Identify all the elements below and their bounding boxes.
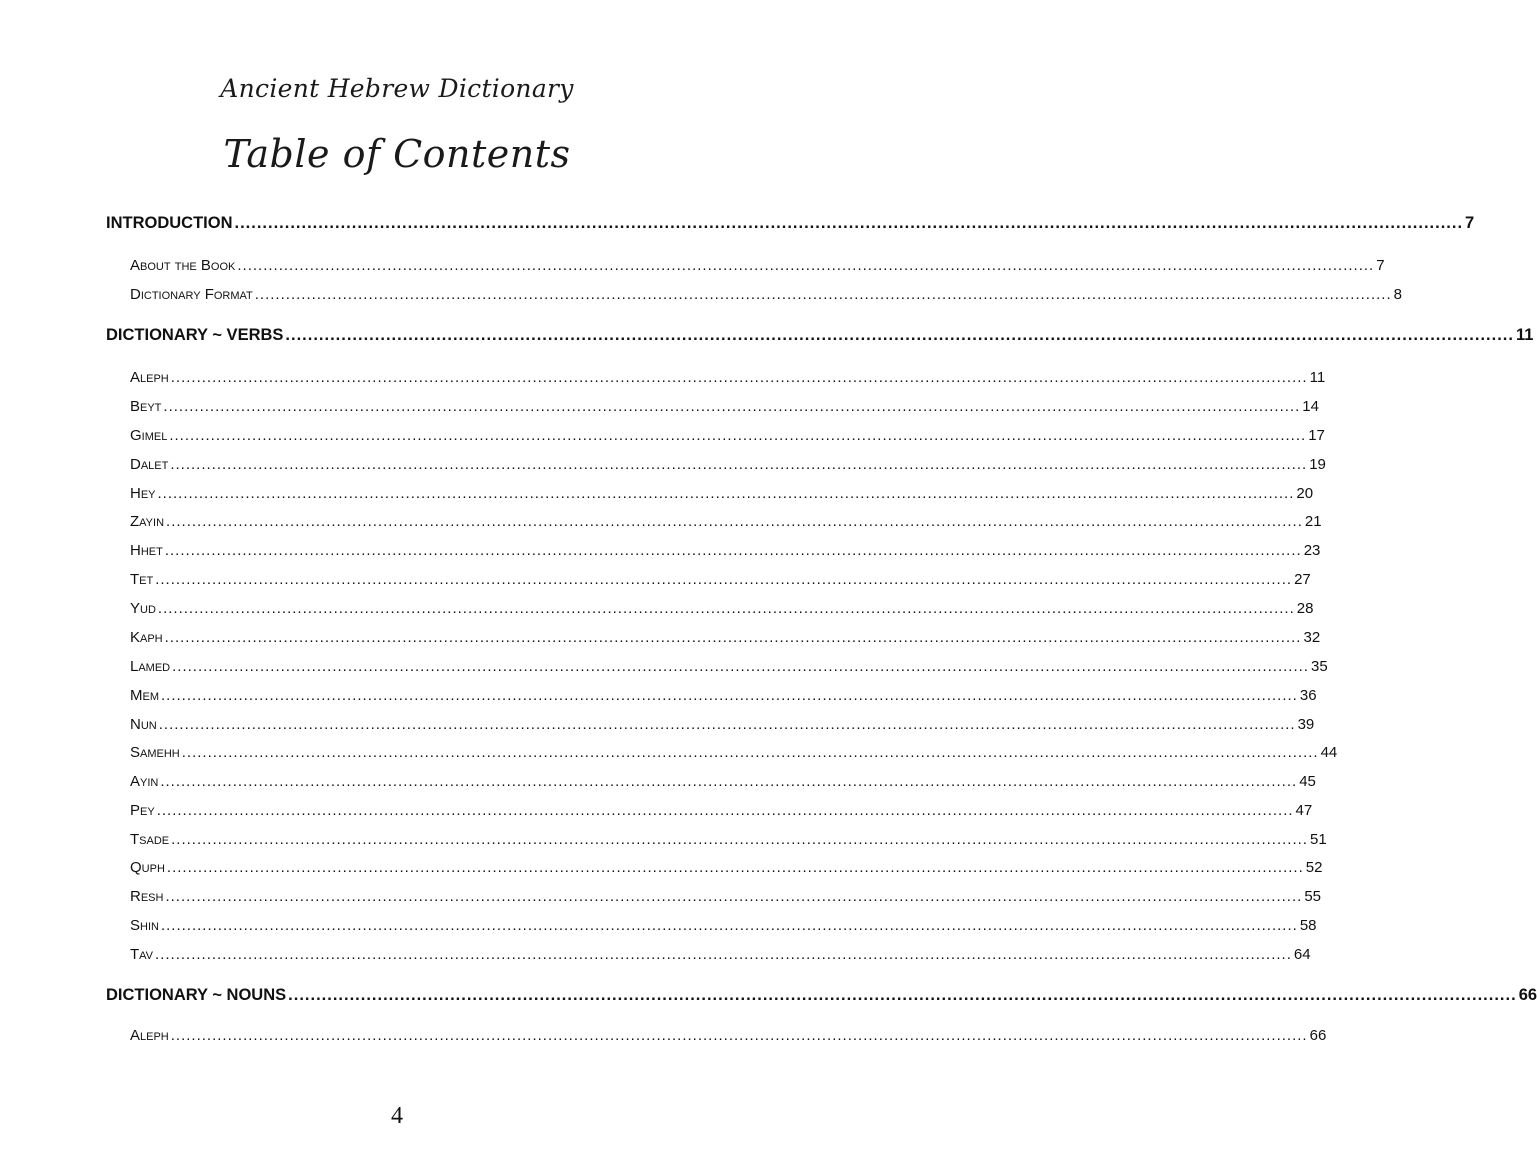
toc-label: Nun	[130, 716, 157, 733]
toc-label: Pey	[130, 802, 155, 819]
toc-label: Yud	[130, 600, 156, 617]
dot-leader: ............................................................................................................................................................................................................................	[158, 716, 1296, 733]
toc-page-number: 27	[1294, 571, 1311, 588]
dot-leader: ............................................................................................................................................................................................................................	[171, 831, 1308, 848]
toc-entry	[130, 513, 1322, 530]
toc-label: Resh	[130, 888, 164, 905]
toc-entry	[130, 286, 1402, 303]
toc-label: Beyt	[130, 398, 162, 415]
toc-page-number: 11	[1309, 369, 1326, 386]
toc-page-number: 55	[1304, 888, 1321, 905]
toc-label: Shin	[130, 917, 159, 934]
toc-entry	[130, 485, 1314, 502]
dot-leader: ............................................................................................................................................................................................................................	[160, 917, 1298, 934]
toc-entry	[130, 398, 1319, 415]
toc-label: Tav	[130, 946, 154, 963]
toc-entry	[130, 427, 1325, 444]
toc-entry	[130, 542, 1321, 559]
dot-leader: ............................................................................................................................................................................................................................	[166, 859, 1304, 876]
dot-leader: ............................................................................................................................................................................................................................	[169, 427, 1307, 444]
toc-section	[106, 986, 1537, 1005]
toc-entry	[130, 456, 1326, 473]
toc-entry	[130, 629, 1321, 646]
toc-label: Aleph	[130, 369, 169, 386]
toc-page-number: 8	[1393, 286, 1402, 303]
toc-page-number: 7	[1465, 214, 1475, 232]
toc-section	[106, 326, 1534, 345]
toc-page-number: 58	[1299, 917, 1317, 934]
toc-page-number: 11	[1515, 326, 1534, 344]
toc-page-number: 39	[1297, 716, 1315, 733]
toc-label: INTRODUCTION	[106, 214, 233, 232]
toc-page-number: 23	[1303, 542, 1321, 559]
dot-leader: ............................................................................................................................................................................................................................	[170, 369, 1308, 386]
toc-page-number: 21	[1304, 513, 1322, 530]
toc-page-number: 47	[1295, 802, 1313, 819]
dot-leader: ............................................................................................................................................................................................................................	[155, 946, 1292, 963]
toc-page-number: 28	[1296, 600, 1314, 617]
dot-leader: ............................................................................................................................................................................................................................	[170, 1027, 1308, 1044]
dot-leader: ............................................................................................................................................................................................................................	[166, 513, 1303, 530]
toc-page-number: 7	[1376, 257, 1385, 274]
book-title: Ancient Hebrew Dictionary	[220, 74, 574, 103]
toc-page-number: 45	[1299, 773, 1316, 790]
toc-entry	[130, 1027, 1327, 1044]
toc-page-number: 19	[1309, 456, 1326, 473]
dot-leader: ............................................................................................................................................................................................................................	[288, 986, 1517, 1004]
toc-label: Dalet	[130, 456, 169, 473]
toc-label: About the Book	[130, 257, 236, 274]
toc-page-number: 35	[1310, 658, 1328, 675]
dot-leader: ............................................................................................................................................................................................................................	[163, 398, 1301, 415]
dot-leader: ............................................................................................................................................................................................................................	[164, 542, 1302, 559]
dot-leader: ............................................................................................................................................................................................................................	[172, 658, 1309, 675]
toc-page-number: 32	[1303, 629, 1321, 646]
toc-entry	[130, 600, 1314, 617]
toc-page-number: 66	[1518, 986, 1537, 1004]
toc-label: Hhet	[130, 542, 163, 559]
toc-entry	[130, 716, 1315, 733]
toc-label: Zayin	[130, 513, 165, 530]
toc-entry	[130, 946, 1311, 963]
toc-label: Quph	[130, 859, 165, 876]
toc-label: Gimel	[130, 427, 168, 444]
toc-label: Mem	[130, 687, 159, 704]
toc-page-number: 14	[1302, 398, 1319, 415]
toc-title: Table of Contents	[223, 132, 571, 176]
toc-label: Aleph	[130, 1027, 169, 1044]
toc-page-number: 52	[1305, 859, 1323, 876]
dot-leader: ............................................................................................................................................................................................................................	[170, 456, 1308, 473]
dot-leader: ............................................................................................................................................................................................................................	[157, 485, 1295, 502]
toc-entry	[130, 802, 1313, 819]
dot-leader: ............................................................................................................................................................................................................................	[155, 571, 1293, 588]
dot-leader: ............................................................................................................................................................................................................................	[254, 286, 1392, 303]
toc-label: DICTIONARY ~ VERBS	[106, 326, 284, 344]
toc-page-number: 44	[1320, 744, 1338, 761]
toc-label: Tsade	[130, 831, 170, 848]
toc-page-number: 64	[1293, 946, 1311, 963]
dot-leader: ............................................................................................................................................................................................................................	[161, 687, 1298, 704]
toc-page-number: 20	[1296, 485, 1314, 502]
toc-entry	[130, 831, 1327, 848]
toc-label: Ayin	[130, 773, 159, 790]
toc-entry	[130, 658, 1328, 675]
toc-entry	[130, 257, 1385, 274]
toc-entry	[130, 571, 1311, 588]
dot-leader: ............................................................................................................................................................................................................................	[181, 744, 1319, 761]
dot-leader: ............................................................................................................................................................................................................................	[164, 629, 1302, 646]
toc-label: Tet	[130, 571, 154, 588]
dot-leader: ............................................................................................................................................................................................................................	[157, 600, 1295, 617]
dot-leader: ............................................................................................................................................................................................................................	[165, 888, 1303, 905]
toc-page-number: 51	[1309, 831, 1327, 848]
toc-label: Kaph	[130, 629, 163, 646]
dot-leader: ............................................................................................................................................................................................................................	[156, 802, 1294, 819]
toc-entry	[130, 773, 1316, 790]
toc-label: Hey	[130, 485, 156, 502]
toc-section	[106, 214, 1475, 233]
dot-leader: ............................................................................................................................................................................................................................	[237, 257, 1375, 274]
dot-leader: ............................................................................................................................................................................................................................	[160, 773, 1298, 790]
toc-label: Samehh	[130, 744, 180, 761]
toc-entry	[130, 859, 1323, 876]
toc-page-number: 36	[1299, 687, 1317, 704]
toc-entry	[130, 888, 1321, 905]
page-number: 4	[391, 1103, 403, 1129]
toc-label: Dictionary Format	[130, 286, 253, 303]
toc-entry	[130, 369, 1326, 386]
toc-page-number: 66	[1309, 1027, 1327, 1044]
toc-entry	[130, 687, 1317, 704]
toc-label: DICTIONARY ~ NOUNS	[106, 986, 287, 1004]
toc-page-number: 17	[1308, 427, 1325, 444]
dot-leader: ............................................................................................................................................................................................................................	[285, 326, 1514, 344]
dot-leader: ............................................................................................................................................................................................................................	[234, 214, 1464, 232]
toc-entry	[130, 917, 1317, 934]
toc-entry	[130, 744, 1338, 761]
toc-label: Lamed	[130, 658, 171, 675]
